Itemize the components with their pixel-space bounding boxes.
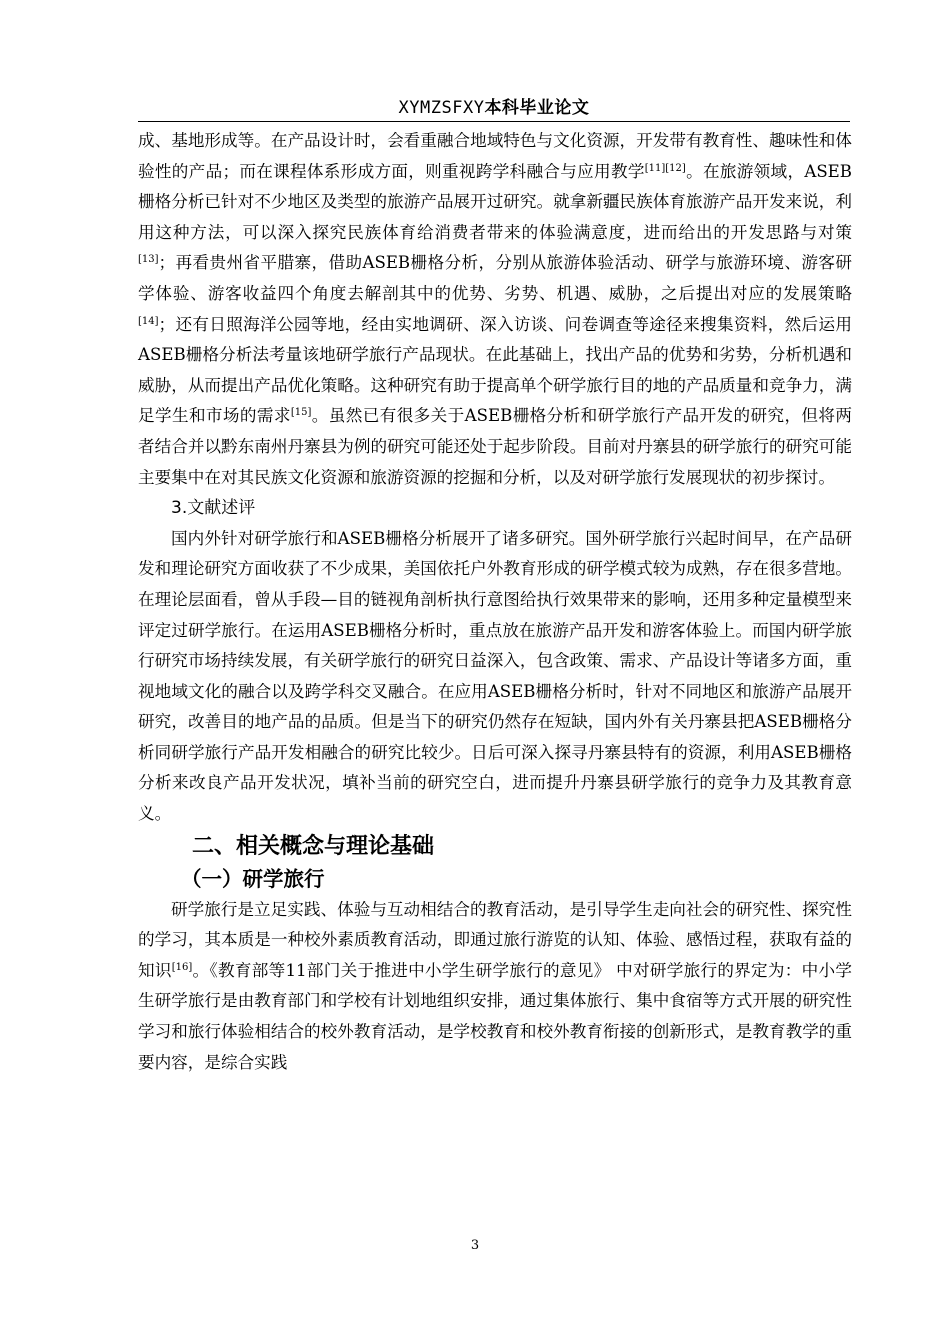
header-rule xyxy=(138,121,850,122)
page-body xyxy=(138,126,852,1078)
citation-ref: [16] xyxy=(171,961,193,973)
paragraph-text: 。《教育部等11部门关于推进中小学生研学旅行的意见》 中对研学旅行的界定为：中小学生研学旅行是由教育部门和学校有计划地组织安排，通过集体旅行、集中食宿等方式开展的研究性学习和旅行体验相结合的校外教育活动，是学校教育和校外教育衔接的创新形式，是教育教学的重要内容，是综合实践 xyxy=(138,960,853,1072)
paragraph-text: 。在旅游领域，ASEB栅格分析已针对不少地区及类型的旅游产品展开过研究。就拿新疆民族体育旅游产品开发来说，利用这种方法，可以深入探究民族体育给消费者带来的体验满意度，进而给出的开发思路与对策 xyxy=(138,161,852,242)
paragraph-text: ；还有日照海洋公园等地，经由实地调研、深入访谈、问卷调查等途径来搜集资料，然后运用ASEB栅格分析法考量该地研学旅行产品现状。在此基础上，找出产品的优势和劣势，分析机遇和威胁，从而提出产品优化策略。这种研究有助于提高单个研学旅行目的地的产品质量和竞争力，满足学生和市场的需求 xyxy=(138,314,852,426)
paragraph-text: 成、基地形成等。在产品设计时，会看重融合地域特色与文化资源，开发带有教育性、趣味性和体验性的产品；而在课程体系形成方面，则重视跨学科融合与应用教学 xyxy=(138,131,852,181)
citation-ref: [14] xyxy=(138,315,159,327)
header-code: XYMZSFXY xyxy=(398,98,485,118)
page-header xyxy=(138,96,850,120)
paragraph-research-status xyxy=(138,126,852,493)
section-heading: （一）研学旅行 xyxy=(181,866,325,891)
paragraph-text: ；再看贵州省平腊寨，借助ASEB栅格分析，分别从旅游体验活动、研学与旅游环境、游客研学体验、游客收益四个角度去解剖其中的优势、劣势、机遇、威胁，之后提出对应的发展策略 xyxy=(138,253,852,303)
paragraph-study-travel xyxy=(138,895,852,1079)
citation-ref: [13] xyxy=(138,254,159,266)
page-number: 3 xyxy=(470,1238,480,1253)
paragraph-text: 。虽然已有很多关于ASEB栅格分析和研学旅行产品开发的研究，但将两者结合并以黔东南州丹寨县为例的研究可能还处于起步阶段。目前对丹寨县的研学旅行的研究可能主要集中在对其民族文化资源和旅游资源的挖掘和分析，以及对研学旅行发展现状的初步探讨。 xyxy=(138,406,852,487)
citation-ref: [12] xyxy=(665,162,686,174)
chapter-heading: 二、相关概念与理论基础 xyxy=(192,833,435,859)
citation-ref: [15] xyxy=(290,407,312,419)
paragraph-literature-review: 国内外针对研学旅行和ASEB栅格分析展开了诸多研究。国外研学旅行兴起时间早，在产品研发和理论研究方面收获了不少成果，美国依托户外教育形成的研学模式较为成熟，存在很多营地。在理论层面看，曾从手段—目的链视角剖析执行意图给执行效果带来的影响，还用多种定量模型来评定过研学旅行。在运用ASEB栅格分析时，重点放在旅游产品开发和游客体验上。而国内研学旅行研究市场持续发展，有关研学旅行的研究日益深入，包含政策、需求、产品设计等诸多方面，重视地域文化的融合以及跨学科交叉融合。在应用ASEB栅格分析时，针对不同地区和旅游产品展开研究，改善目的地产品的品质。但是当下的研究仍然存在短缺，国内外有关丹寨县把ASEB栅格分析同研学旅行产品开发相融合的研究比较少。日后可深入探寻丹寨县特有的资源，利用ASEB栅格分析来改良产品开发状况，填补当前的研究空白，进而提升丹寨县研学旅行的竞争力及其教育意义。 xyxy=(138,528,852,824)
paragraph-text: 研学旅行是立足实践、体验与互动相结合的教育活动，是引导学生走向社会的研究性、探究性的学习，其本质是一种校外素质教育活动，即通过旅行游览的认知、体验、感悟过程，获取有益的知识 xyxy=(138,899,852,980)
citation-ref: [11] xyxy=(644,162,666,174)
heading-literature-review: 3.文献述评 xyxy=(171,498,256,519)
header-title: 本科毕业论文 xyxy=(484,98,590,118)
